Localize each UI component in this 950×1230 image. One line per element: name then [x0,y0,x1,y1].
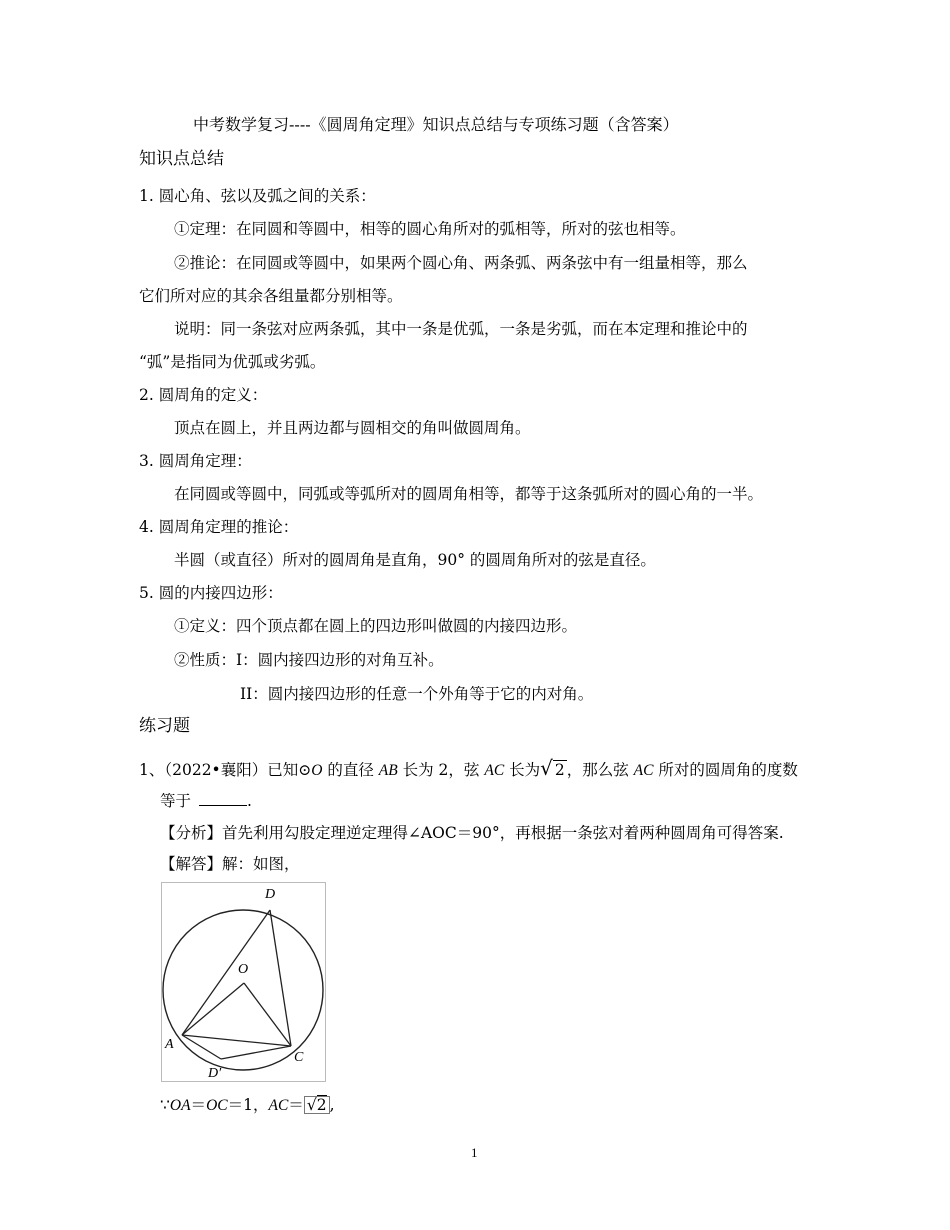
chord-ac: AC [484,762,505,779]
item-2-title: 2. 圆周角的定义： [139,386,268,404]
item-2-body: 顶点在圆上，并且两边都与圆相交的角叫做圆周角。 [174,419,531,437]
question-1-analysis: 【分析】首先利用勾股定理逆定理得∠AOC＝90°，再根据一条弦对着两种圆周角可得答案. [160,824,784,842]
label-d: D [265,887,276,902]
chord-d-prime-c [221,1046,291,1059]
label-o: O [238,962,249,977]
item-5-title: 5. 圆的内接四边形： [139,584,283,602]
item-1-corollary-line-1: ②推论：在同圆或等圆中，如果两个圆心角、两条弧、两条弦中有一组量相等，那么 [174,254,748,272]
circle-diagram [162,883,325,1081]
question-1-text-c: 长为 2，弦 [397,761,485,779]
sqrt-symbol-2: √ [306,1096,317,1114]
segment-ac: AC [268,1097,289,1114]
question-1-because-line [160,1095,335,1116]
item-1-note-line-2: “弧”是指同为优弧或劣弧。 [139,353,326,371]
equals-1: ＝ [190,1096,207,1114]
item-3-title: 3. 圆周角定理： [139,452,252,470]
label-c: C [294,1050,304,1065]
circle-center-o: O [311,762,323,779]
question-1-line-1 [139,758,798,781]
sqrt-two [540,756,567,780]
item-5-property-1: ②性质：I：圆内接四边形的对角互补。 [174,651,444,669]
diameter-ab: AB [378,762,398,779]
item-5-property-2: II：圆内接四边形的任意一个外角等于它的内对角。 [240,685,594,703]
item-1-title: 1. 圆心角、弦以及弧之间的关系： [139,187,376,205]
item-1-corollary-line-2: 它们所对应的其余各组量都分别相等。 [139,287,403,305]
question-1-prefix: 1、（2022•襄阳）已知⊙ [139,761,312,779]
geometry-figure [161,882,326,1082]
segment-oc: OC [206,1097,228,1114]
item-3-body: 在同圆或等圆中，同弧或等弧所对的圆周角相等，都等于这条弧所对的圆心角的一半。 [174,485,764,503]
item-1-note-line-1: 说明：同一条弦对应两条弧，其中一条是优弧，一条是劣弧，而在本定理和推论中的 [174,320,748,338]
segment-oa: OA [169,1097,191,1114]
radius-oc [244,983,291,1046]
question-1-line-2-text: 等于 [160,792,192,810]
circle-outline [163,910,323,1070]
item-4-title: 4. 圆周角定理的推论： [139,518,299,536]
sqrt-symbol: √ [540,756,553,780]
page-number: 1 [471,1145,478,1160]
label-d-prime: D′ [208,1066,222,1081]
sqrt-radicand-2: 2 [316,1096,327,1114]
because-symbol: ∵ [160,1096,170,1114]
question-1-text-d: 长为 [504,761,541,779]
question-1-text-f: 所对的圆周角的度数 [653,761,798,779]
question-1-text-b: 的直径 [322,761,379,779]
question-1-answer-intro: 【解答】解：如图， [160,855,300,873]
sqrt-radicand: 2 [554,761,565,779]
item-1-theorem: ①定理：在同圆和等圆中，相等的圆心角所对的弧相等，所对的弦也相等。 [174,220,686,238]
label-a: A [165,1037,174,1052]
chord-ac-2: AC [633,762,654,779]
answer-blank [199,791,247,806]
item-5-definition: ①定义：四个顶点都在圆上的四边形叫做圆的内接四边形。 [174,617,578,635]
sqrt-two-boxed [304,1096,330,1114]
chord-ad [182,910,270,1035]
section-heading-knowledge: 知识点总结 [139,149,224,169]
equals-one: ＝1， [227,1096,269,1114]
comma: , [329,1096,335,1114]
section-heading-practice: 练习题 [139,716,190,736]
item-4-body: 半圆（或直径）所对的圆周角是直角，90° 的圆周角所对的弦是直径。 [174,551,656,569]
question-1-line-2: 等于 . [160,792,252,810]
question-1-text-e: ，那么弦 [566,761,634,779]
document-title: 中考数学复习----《圆周角定理》知识点总结与专项练习题（含答案） [193,115,679,134]
equals-2: ＝ [288,1096,304,1114]
chord-dc [270,910,291,1046]
